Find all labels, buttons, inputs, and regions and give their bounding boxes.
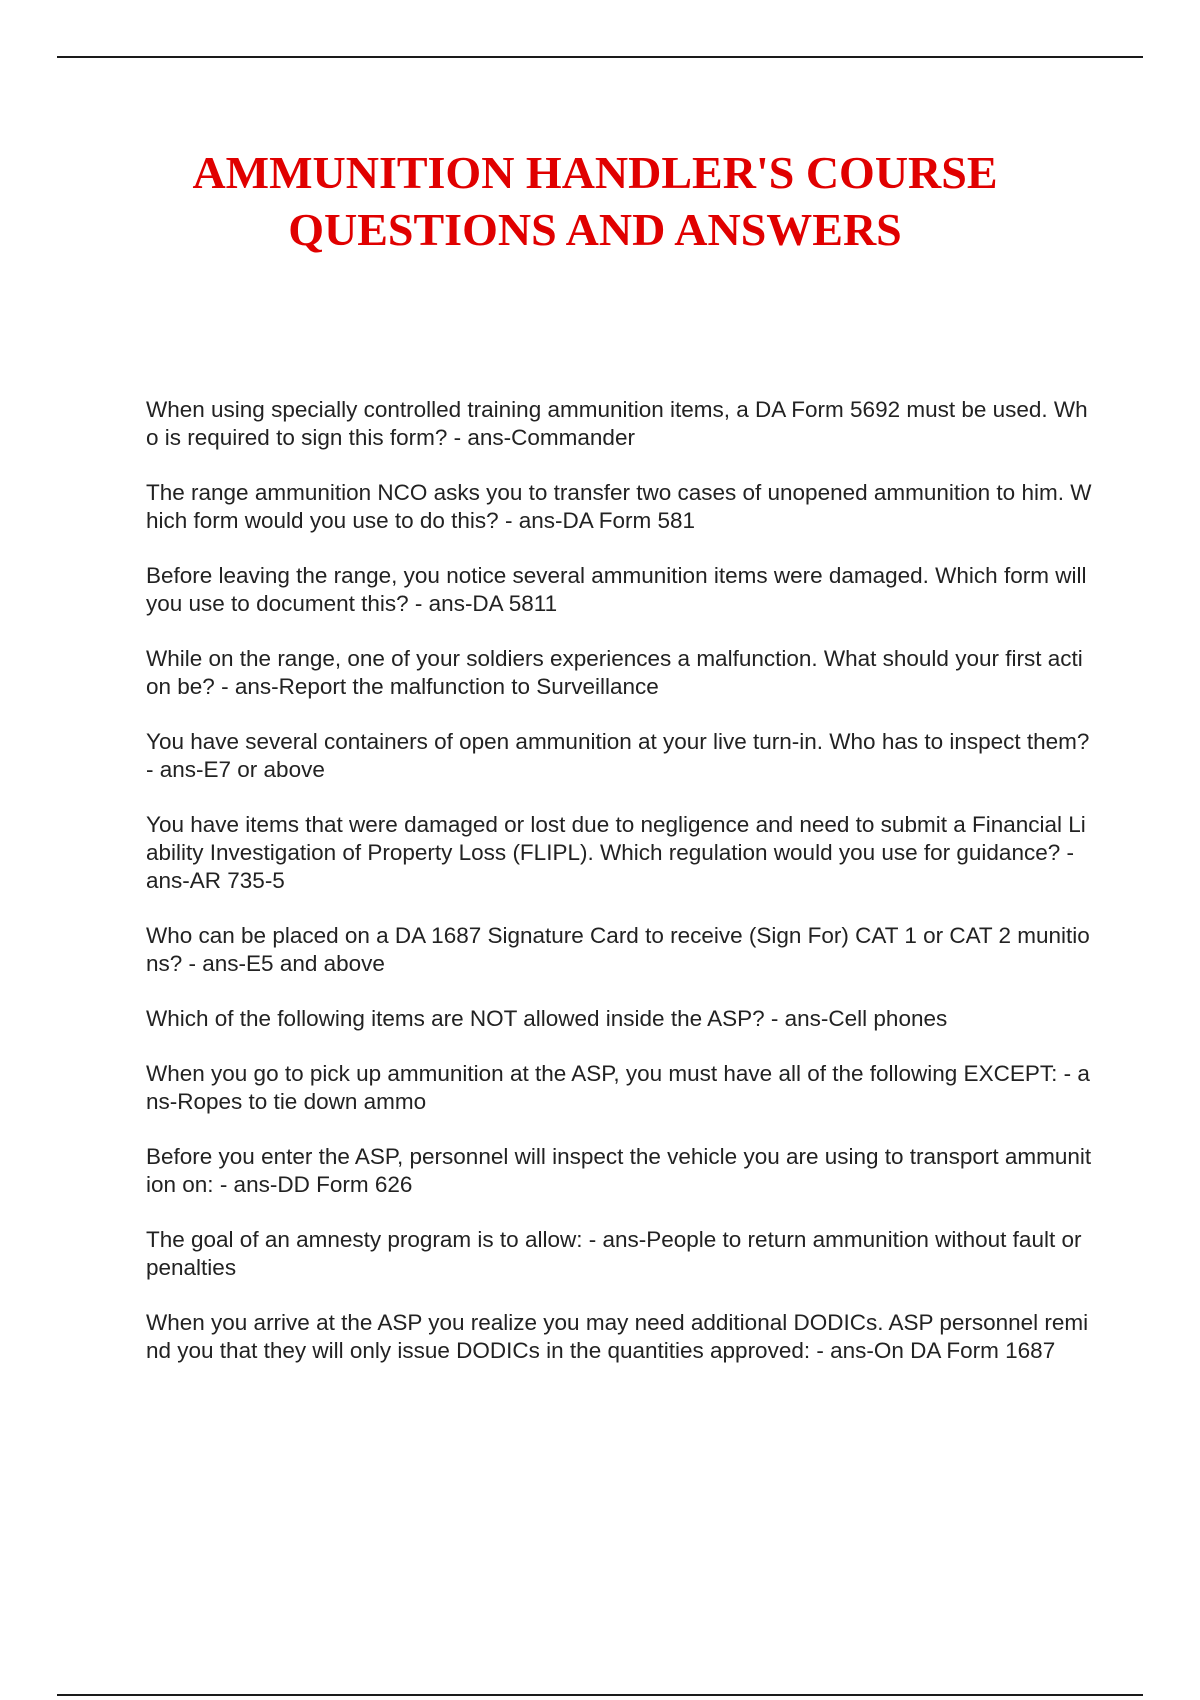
- qa-item: [146, 811, 1092, 895]
- question-text: When using specially controlled training ammunition items, a DA Form 5692 must be used. Who is required to sign this form?: [146, 397, 1088, 450]
- qa-item: [146, 1143, 1092, 1199]
- answer-text: - ans-Report the malfunction to Surveillance: [214, 674, 659, 699]
- qa-item: [146, 1226, 1092, 1282]
- qa-item: [146, 1005, 1092, 1033]
- question-text: Who can be placed on a DA 1687 Signature Card to receive (Sign For) CAT 1 or CAT 2 munitions?: [146, 923, 1090, 976]
- answer-text: - ans-DA Form 581: [498, 508, 696, 533]
- answer-text: - ans-E5 and above: [182, 951, 385, 976]
- answer-text: - ans-Ropes to tie down ammo: [146, 1061, 1090, 1114]
- qa-list: [146, 396, 1092, 1392]
- qa-item: [146, 479, 1092, 535]
- answer-text: - ans-DD Form 626: [213, 1172, 413, 1197]
- question-text: The goal of an amnesty program is to allow:: [146, 1227, 583, 1252]
- question-text: You have several containers of open ammunition at your live turn-in. Who has to inspect them?: [146, 729, 1090, 754]
- answer-text: - ans-On DA Form 1687: [810, 1338, 1056, 1363]
- qa-item: [146, 645, 1092, 701]
- question-text: Before leaving the range, you notice several ammunition items were damaged. Which form will you use to document this?: [146, 563, 1087, 616]
- top-divider: [57, 56, 1143, 58]
- qa-item: [146, 728, 1092, 784]
- title-line-2: QUESTIONS AND ANSWERS: [288, 204, 902, 255]
- title-line-1: AMMUNITION HANDLER'S COURSE: [192, 147, 998, 198]
- answer-text: - ans-E7 or above: [146, 757, 325, 782]
- answer-text: - ans-Cell phones: [764, 1006, 948, 1031]
- question-text: While on the range, one of your soldiers experiences a malfunction. What should your first action be?: [146, 646, 1083, 699]
- qa-item: [146, 562, 1092, 618]
- question-text: When you go to pick up ammunition at the ASP, you must have all of the following EXCEPT:: [146, 1061, 1058, 1086]
- question-text: You have items that were damaged or lost due to negligence and need to submit a Financial Liability Investigation of Property Loss (FLIPL). Which regulation would you use for guidance?: [146, 812, 1086, 865]
- bottom-divider: [57, 1694, 1143, 1696]
- answer-text: - ans-AR 735-5: [146, 840, 1074, 893]
- question-text: Which of the following items are NOT allowed inside the ASP?: [146, 1006, 765, 1031]
- question-text: The range ammunition NCO asks you to transfer two cases of unopened ammunition to him. Which form would you use to do this?: [146, 480, 1092, 533]
- question-text: When you arrive at the ASP you realize you may need additional DODICs. ASP personnel remind you that they will only issue DODICs in the quantities approved:: [146, 1310, 1089, 1363]
- question-text: Before you enter the ASP, personnel will inspect the vehicle you are using to transport ammunition on:: [146, 1144, 1092, 1197]
- document-title: [120, 144, 1070, 258]
- qa-item: [146, 1309, 1092, 1365]
- qa-item: [146, 922, 1092, 978]
- answer-text: - ans-People to return ammunition without fault or penalties: [146, 1227, 1082, 1280]
- answer-text: - ans-DA 5811: [408, 591, 558, 616]
- qa-item: [146, 1060, 1092, 1116]
- answer-text: - ans-Commander: [447, 425, 635, 450]
- qa-item: [146, 396, 1092, 452]
